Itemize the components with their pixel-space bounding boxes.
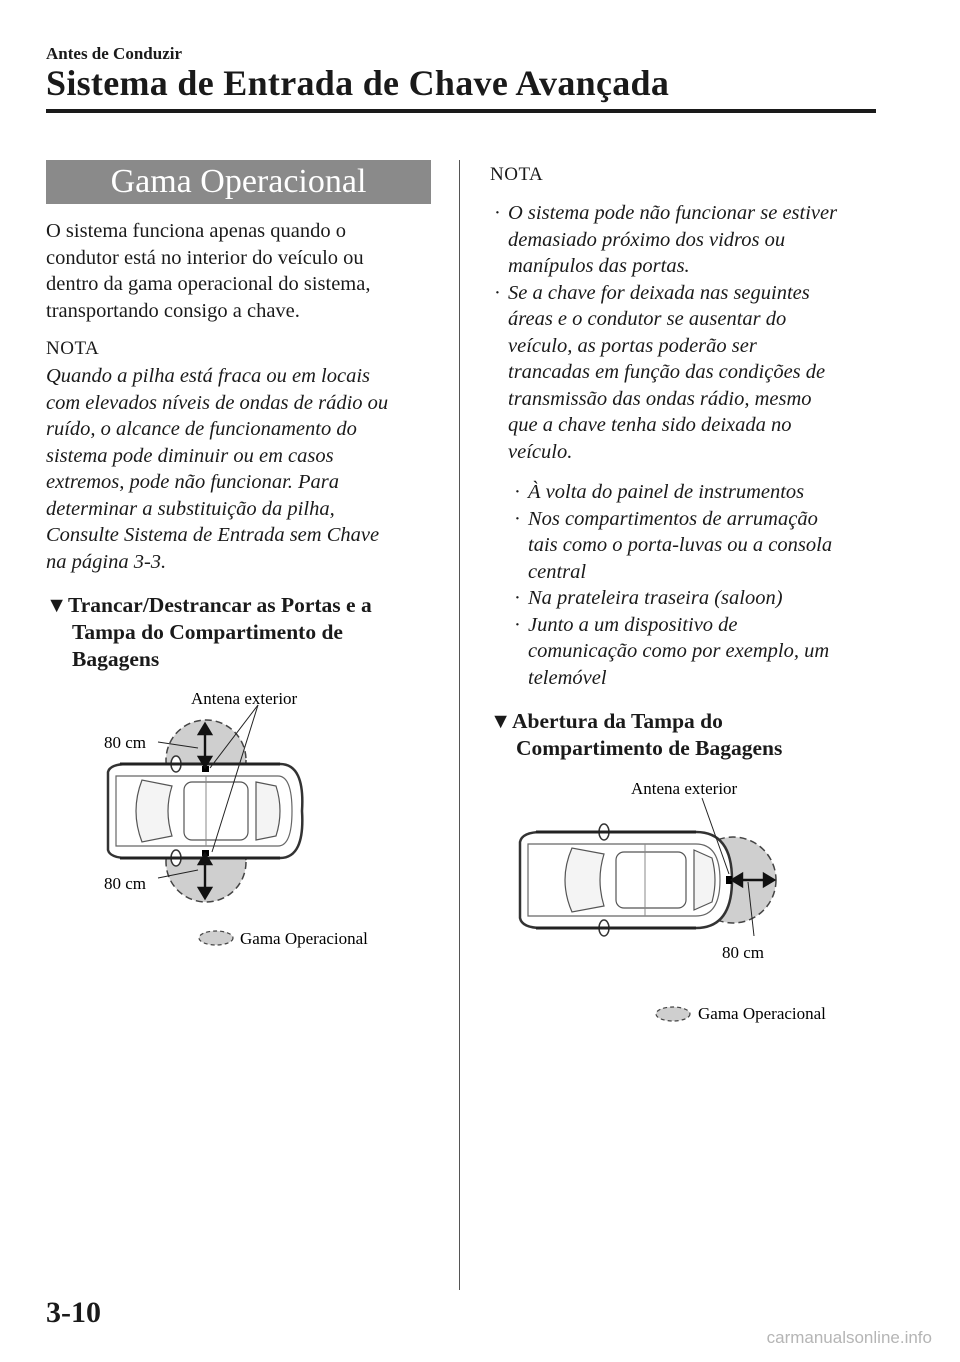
nota-line: ruído, o alcance de funcionamento do xyxy=(46,418,357,440)
page-number: 3-10 xyxy=(46,1296,101,1329)
section-heading-trunk xyxy=(490,708,782,762)
bullet-line: Junto a um dispositivo de xyxy=(528,613,738,636)
bullet-item xyxy=(480,280,880,466)
bullet-item xyxy=(480,200,880,280)
heading-line: Bagagens xyxy=(72,647,160,671)
distance-label-top: 80 cm xyxy=(104,733,147,752)
nota-line: determinar a substituição da pilha, xyxy=(46,497,335,520)
distance-label: 80 cm xyxy=(722,943,765,962)
bullet-line: veículo. xyxy=(508,440,573,463)
bullet-line: comunicação como por exemplo, um xyxy=(528,640,830,662)
heading-line: Trancar/Destrancar as Portas e a xyxy=(68,593,372,617)
bullet-line: trancadas em função das condições de xyxy=(508,361,826,383)
heading-line: Tampa do Compartimento de xyxy=(72,620,343,644)
watermark: carmanualsonline.info xyxy=(766,1328,932,1347)
bullet-line: transmissão das ondas rádio, mesmo xyxy=(508,387,812,410)
column-divider xyxy=(459,160,460,1290)
bullet-dot: · xyxy=(494,202,501,224)
nota-label: NOTA xyxy=(490,164,544,185)
car-range-diagram-rear xyxy=(500,770,880,1030)
nota-line: Consulte Sistema de Entrada sem Chave xyxy=(46,524,380,546)
car-range-diagram-side xyxy=(80,680,420,960)
bullet-line: manípulos das portas. xyxy=(508,255,690,277)
range-legend-swatch xyxy=(199,931,233,945)
bullet-dot: · xyxy=(514,507,521,530)
header-rule xyxy=(46,109,876,113)
intro-line: dentro da gama operacional do sistema, xyxy=(46,273,371,295)
antenna-label: Antena exterior xyxy=(631,779,738,798)
bullet-line: O sistema pode não funcionar se estiver xyxy=(508,202,838,224)
nota-line: na página 3-3. xyxy=(46,550,167,573)
bullet-line: Nos compartimentos de arrumação xyxy=(528,507,818,530)
bullet-dot: · xyxy=(514,587,521,609)
section-label: Antes de Conduzir xyxy=(46,44,183,63)
bullet-line: telemóvel xyxy=(528,666,607,689)
bullet-line: tais como o porta-luvas ou a consola xyxy=(528,534,833,556)
sub-bullet-item xyxy=(480,612,880,692)
sub-bullet-item xyxy=(480,585,880,612)
bullet-line: central xyxy=(528,560,587,583)
distance-label-bottom: 80 cm xyxy=(104,874,147,893)
nota-text xyxy=(46,363,426,575)
heading-line: Compartimento de Bagagens xyxy=(516,736,783,760)
car-icon xyxy=(108,756,302,866)
section-heading-lock xyxy=(46,592,426,673)
range-legend-swatch xyxy=(656,1007,690,1021)
section-banner: Gama Operacional xyxy=(46,160,431,204)
car-icon xyxy=(520,824,732,936)
intro-paragraph xyxy=(46,218,426,324)
sub-bullet-item xyxy=(480,506,880,586)
triangle-icon: ▼ xyxy=(490,709,512,733)
legend-label: Gama Operacional xyxy=(240,929,368,948)
nota-label: NOTA xyxy=(46,338,100,359)
bullet-line: Se a chave for deixada nas seguintes xyxy=(508,281,810,304)
bullet-dot: · xyxy=(494,281,501,304)
legend-label: Gama Operacional xyxy=(698,1004,826,1023)
nota-line: extremos, pode não funcionar. Para xyxy=(46,471,340,493)
nota-line: sistema pode diminuir ou em casos xyxy=(46,444,334,467)
bullet-dot: · xyxy=(514,481,521,503)
bullet-dot: · xyxy=(514,613,521,636)
bullet-line: Na prateleira traseira (saloon) xyxy=(528,587,783,609)
bullet-line: que a chave tenha sido deixada no xyxy=(508,414,792,436)
triangle-icon: ▼ xyxy=(46,593,68,617)
bullet-line: áreas e o condutor se ausentar do xyxy=(508,308,787,330)
nota-line: com elevados níveis de ondas de rádio ou xyxy=(46,391,389,414)
page-title: Sistema de Entrada de Chave Avançada xyxy=(46,63,670,103)
sub-bullet-item xyxy=(480,479,880,506)
nota-line: Quando a pilha está fraca ou em locais xyxy=(46,365,370,387)
intro-line: condutor está no interior do veículo ou xyxy=(46,246,364,269)
bullet-line: veículo, as portas poderão ser xyxy=(508,334,757,357)
nota-bullets xyxy=(480,200,880,691)
heading-line: Abertura da Tampa do xyxy=(512,709,723,733)
intro-line: O sistema funciona apenas quando o xyxy=(46,220,347,242)
bullet-line: demasiado próximo dos vidros ou xyxy=(508,228,786,251)
antenna-label: Antena exterior xyxy=(191,689,298,708)
intro-line: transportando consigo a chave. xyxy=(46,299,300,322)
bullet-line: À volta do painel de instrumentos xyxy=(528,481,805,503)
